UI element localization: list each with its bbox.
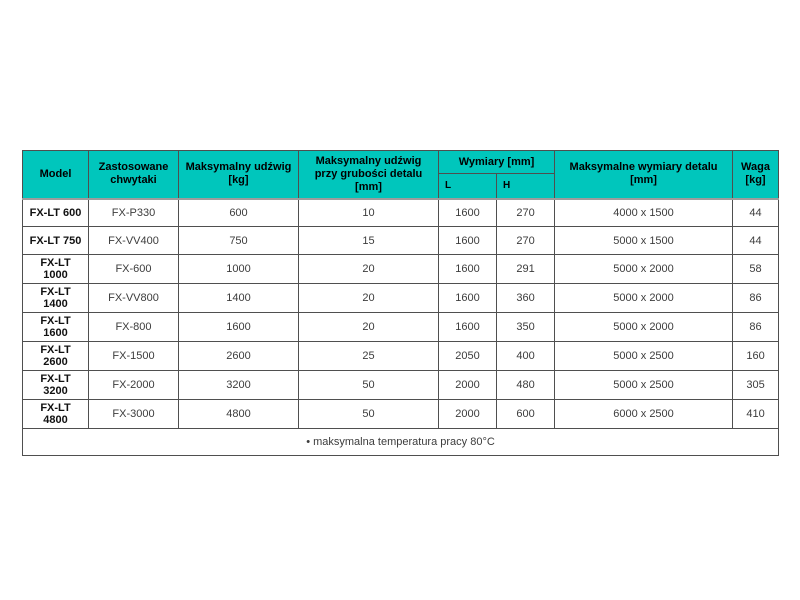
cell-detail-dims: 5000 x 1500 <box>555 227 733 255</box>
cell-weight: 58 <box>733 255 779 284</box>
col-header-dim-l: L <box>439 174 497 199</box>
cell-dim-l: 1600 <box>439 313 497 342</box>
cell-weight: 86 <box>733 313 779 342</box>
cell-model: FX-LT 1600 <box>23 313 89 342</box>
cell-gripper: FX-800 <box>89 313 179 342</box>
cell-detail-dims: 6000 x 2500 <box>555 400 733 429</box>
cell-detail-dims: 5000 x 2000 <box>555 284 733 313</box>
cell-lift-thickness: 25 <box>299 342 439 371</box>
cell-dim-l: 1600 <box>439 255 497 284</box>
cell-dim-h: 270 <box>497 199 555 227</box>
cell-weight: 44 <box>733 199 779 227</box>
col-header-grippers: Zastosowane chwytaki <box>89 151 179 199</box>
cell-detail-dims: 5000 x 2000 <box>555 313 733 342</box>
cell-max-lift: 4800 <box>179 400 299 429</box>
table-row <box>23 284 779 313</box>
cell-dim-l: 2050 <box>439 342 497 371</box>
cell-max-lift: 1600 <box>179 313 299 342</box>
cell-dim-h: 291 <box>497 255 555 284</box>
table-row <box>23 255 779 284</box>
cell-dim-h: 480 <box>497 371 555 400</box>
col-header-dim-h: H <box>497 174 555 199</box>
cell-max-lift: 750 <box>179 227 299 255</box>
footer-row <box>23 429 779 456</box>
cell-lift-thickness: 20 <box>299 255 439 284</box>
cell-model: FX-LT 3200 <box>23 371 89 400</box>
table-row <box>23 371 779 400</box>
cell-model: FX-LT 1400 <box>23 284 89 313</box>
cell-dim-l: 1600 <box>439 284 497 313</box>
cell-dim-l: 1600 <box>439 199 497 227</box>
col-header-weight: Waga [kg] <box>733 151 779 199</box>
table-row <box>23 227 779 255</box>
col-header-max-lift-at-thickness: Maksymalny udźwig przy grubości detalu [mm] <box>299 151 439 199</box>
cell-detail-dims: 5000 x 2500 <box>555 371 733 400</box>
cell-dim-h: 600 <box>497 400 555 429</box>
cell-gripper: FX-1500 <box>89 342 179 371</box>
cell-model: FX-LT 750 <box>23 227 89 255</box>
table-row <box>23 342 779 371</box>
cell-weight: 44 <box>733 227 779 255</box>
cell-model: FX-LT 1000 <box>23 255 89 284</box>
col-header-max-detail-dimensions: Maksymalne wymiary detalu [mm] <box>555 151 733 199</box>
cell-detail-dims: 5000 x 2000 <box>555 255 733 284</box>
cell-dim-h: 270 <box>497 227 555 255</box>
cell-detail-dims: 4000 x 1500 <box>555 199 733 227</box>
cell-dim-l: 1600 <box>439 227 497 255</box>
cell-lift-thickness: 50 <box>299 400 439 429</box>
cell-max-lift: 2600 <box>179 342 299 371</box>
table-row <box>23 400 779 429</box>
cell-model: FX-LT 600 <box>23 199 89 227</box>
cell-weight: 86 <box>733 284 779 313</box>
cell-gripper: FX-600 <box>89 255 179 284</box>
cell-model: FX-LT 2600 <box>23 342 89 371</box>
cell-weight: 305 <box>733 371 779 400</box>
cell-max-lift: 3200 <box>179 371 299 400</box>
table-row <box>23 313 779 342</box>
cell-weight: 160 <box>733 342 779 371</box>
cell-gripper: FX-3000 <box>89 400 179 429</box>
cell-gripper: FX-VV800 <box>89 284 179 313</box>
cell-lift-thickness: 20 <box>299 313 439 342</box>
cell-gripper: FX-2000 <box>89 371 179 400</box>
table-footer <box>23 429 779 456</box>
cell-lift-thickness: 50 <box>299 371 439 400</box>
cell-max-lift: 1000 <box>179 255 299 284</box>
cell-model: FX-LT 4800 <box>23 400 89 429</box>
cell-dim-h: 350 <box>497 313 555 342</box>
cell-detail-dims: 5000 x 2500 <box>555 342 733 371</box>
cell-dim-l: 2000 <box>439 371 497 400</box>
table-header <box>23 151 779 199</box>
col-header-max-lift: Maksymalny udźwig [kg] <box>179 151 299 199</box>
cell-dim-h: 360 <box>497 284 555 313</box>
table-row <box>23 199 779 227</box>
cell-weight: 410 <box>733 400 779 429</box>
cell-gripper: FX-P330 <box>89 199 179 227</box>
col-header-dimensions: Wymiary [mm] <box>439 151 555 174</box>
cell-dim-h: 400 <box>497 342 555 371</box>
col-header-model: Model <box>23 151 89 199</box>
spec-table <box>22 150 779 456</box>
cell-max-lift: 600 <box>179 199 299 227</box>
cell-lift-thickness: 15 <box>299 227 439 255</box>
footer-note: • maksymalna temperatura pracy 80°C <box>23 429 779 456</box>
cell-lift-thickness: 20 <box>299 284 439 313</box>
header-row-main <box>23 151 779 174</box>
cell-lift-thickness: 10 <box>299 199 439 227</box>
cell-max-lift: 1400 <box>179 284 299 313</box>
table-body <box>23 199 779 429</box>
cell-gripper: FX-VV400 <box>89 227 179 255</box>
cell-dim-l: 2000 <box>439 400 497 429</box>
